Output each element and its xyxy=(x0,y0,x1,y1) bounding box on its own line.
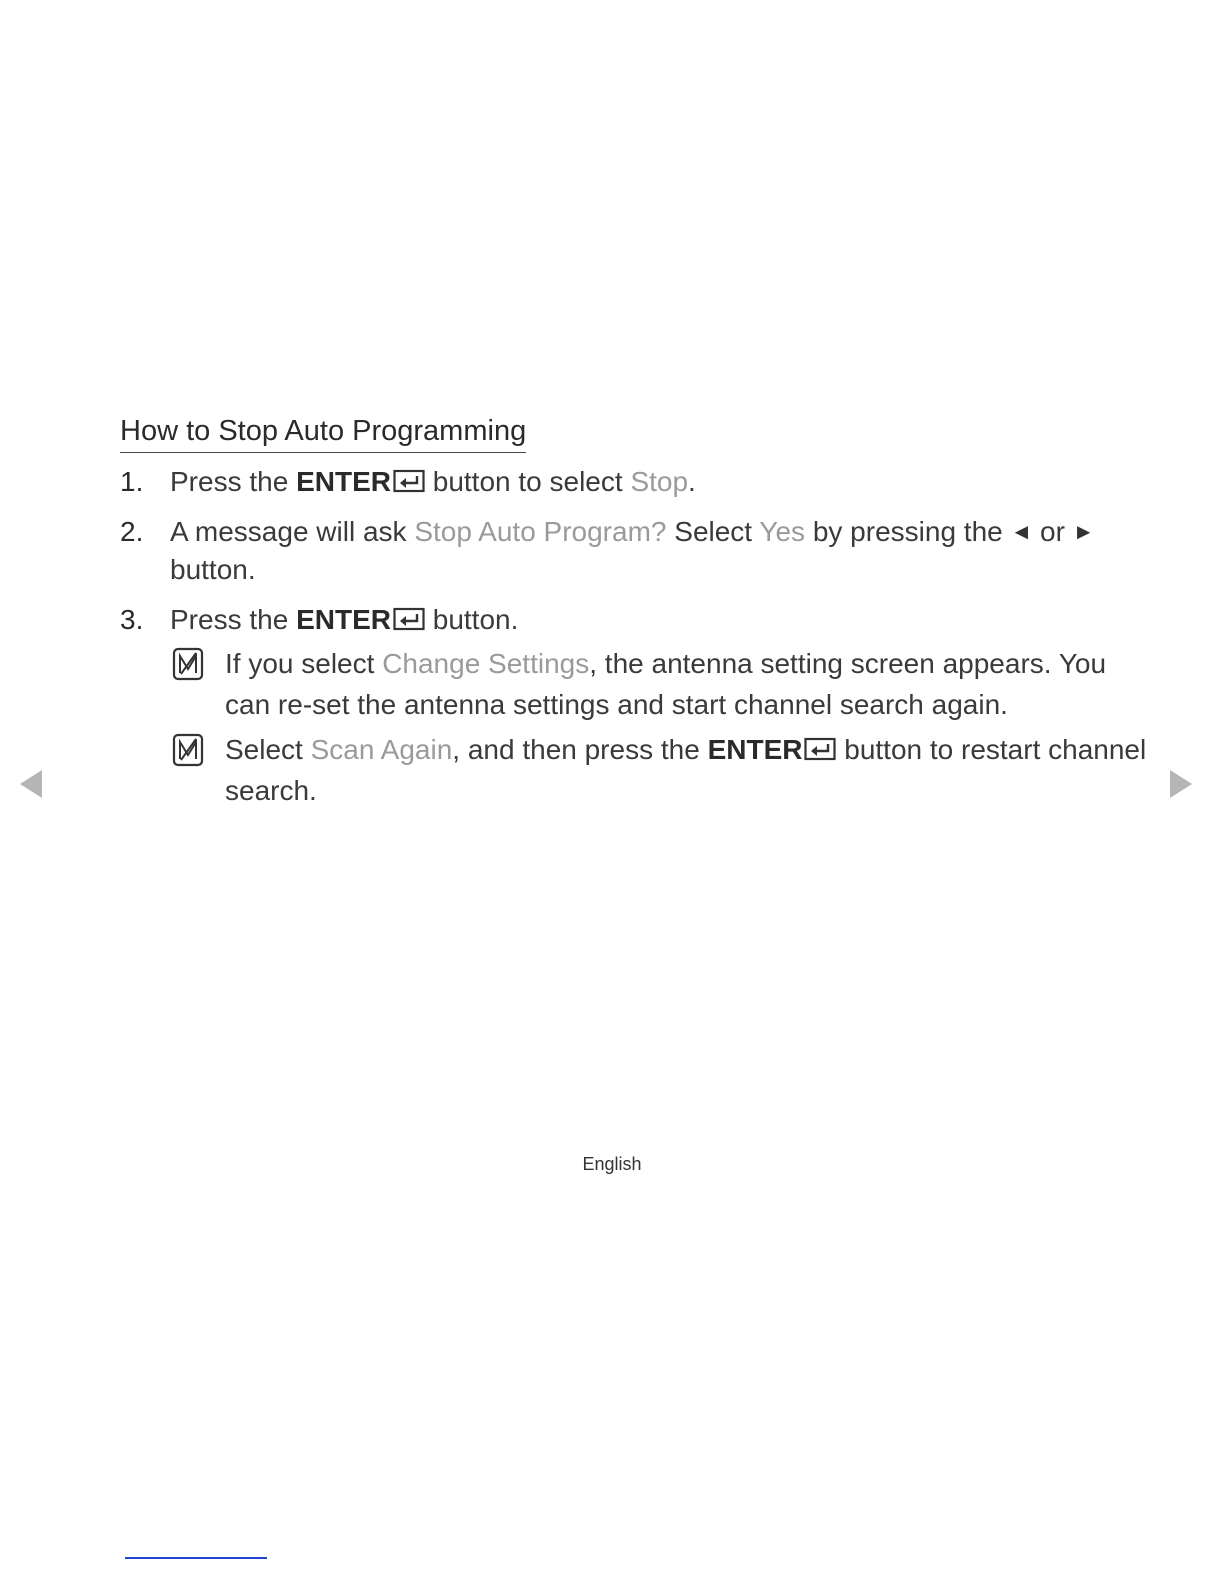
note-icon xyxy=(172,647,204,681)
note-text: , and then press the xyxy=(452,734,708,765)
option-scan-again: Scan Again xyxy=(310,734,453,765)
left-arrow-icon: ◄ xyxy=(1010,519,1033,544)
note-text: Select xyxy=(225,734,311,765)
step-text: Press the xyxy=(170,466,297,497)
menu-option-stop: Stop xyxy=(630,466,689,497)
enter-button-label: ENTER xyxy=(296,466,391,497)
step-number: 3. xyxy=(120,604,144,635)
step-number: 2. xyxy=(120,516,144,547)
steps-list xyxy=(120,463,1150,811)
note-text: button to restart channel search. xyxy=(225,734,1147,806)
step-1 xyxy=(120,463,1150,501)
step-number: 1. xyxy=(120,466,144,497)
step-text: Select xyxy=(666,516,760,547)
step-text: or xyxy=(1032,516,1073,547)
step-text: A message will ask xyxy=(170,516,415,547)
option-change-settings: Change Settings xyxy=(382,648,590,679)
enter-button-icon xyxy=(393,607,425,631)
next-page-arrow-icon[interactable] xyxy=(1168,768,1194,800)
previous-page-arrow-icon[interactable] xyxy=(18,768,44,800)
step-2 xyxy=(120,513,1150,589)
note-text: If you select xyxy=(225,648,383,679)
right-arrow-icon: ► xyxy=(1072,519,1095,544)
note-2 xyxy=(120,729,1150,811)
step-text: button to select xyxy=(424,466,631,497)
step-text: . xyxy=(688,466,696,497)
enter-button-label: ENTER xyxy=(296,604,391,635)
step-text: button. xyxy=(170,554,256,585)
step-text: button. xyxy=(424,604,519,635)
divider xyxy=(125,1557,267,1559)
footer-language: English xyxy=(582,1154,642,1174)
step-text: by pressing the xyxy=(805,516,1011,547)
note-text: , the antenna setting screen appears. You can re-set the antenna settings and start channel search again. xyxy=(225,648,1107,720)
note-1 xyxy=(120,643,1150,725)
page-content xyxy=(120,412,1150,811)
message-stop-auto-program: Stop Auto Program? xyxy=(414,516,667,547)
enter-button-icon xyxy=(804,737,836,761)
note-icon xyxy=(172,733,204,767)
option-yes: Yes xyxy=(759,516,806,547)
step-3 xyxy=(120,601,1150,639)
section-title: How to Stop Auto Programming xyxy=(120,412,526,453)
step-text: Press the xyxy=(170,604,297,635)
enter-button-icon xyxy=(393,469,425,493)
enter-button-label: ENTER xyxy=(707,734,803,765)
